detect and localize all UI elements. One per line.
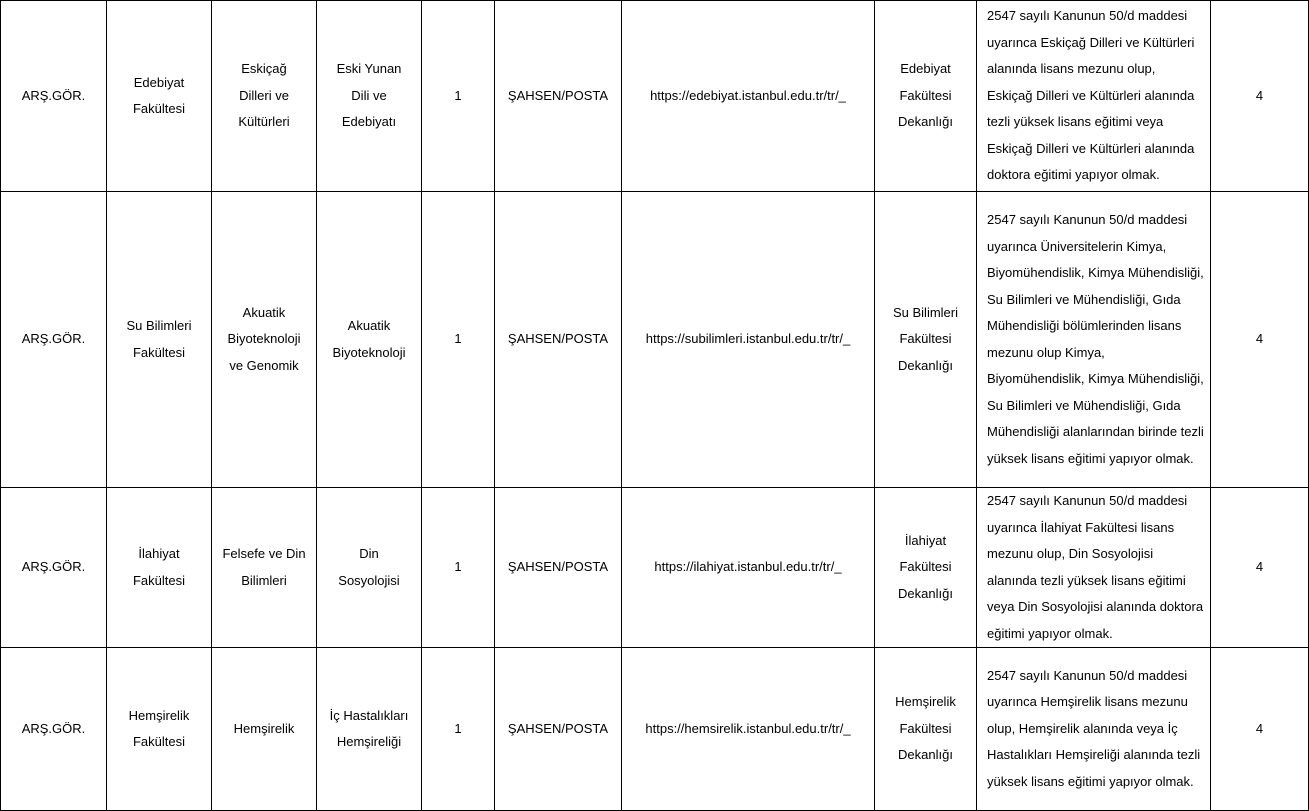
basvuru-cell: ŞAHSEN/POSTA (495, 488, 622, 648)
url-cell[interactable]: https://hemsirelik.istanbul.edu.tr/tr/_ (622, 648, 875, 811)
kadro-cell: ARŞ.GÖR. (1, 648, 107, 811)
yer-cell: Su Bilimleri Fakültesi Dekanlığı (875, 192, 977, 488)
anabilim-cell: İç Hastalıkları Hemşireliği (317, 648, 422, 811)
basvuru-cell: ŞAHSEN/POSTA (495, 648, 622, 811)
yer-cell: İlahiyat Fakültesi Dekanlığı (875, 488, 977, 648)
anabilim-cell: Akuatik Biyoteknoloji (317, 192, 422, 488)
kadro-cell: ARŞ.GÖR. (1, 1, 107, 192)
basvuru-cell: ŞAHSEN/POSTA (495, 1, 622, 192)
anabilim-cell: Din Sosyolojisi (317, 488, 422, 648)
bolum-cell: Hemşirelik (212, 648, 317, 811)
basvuru-cell: ŞAHSEN/POSTA (495, 192, 622, 488)
aciklama-cell: 2547 sayılı Kanunun 50/d maddesi uyarınca İlahiyat Fakültesi lisans mezunu olup, Din Sosyolojisi alanında tezli yüksek lisans eğitimi veya Din Sosyolojisi alanında doktora eğitimi yapıyor olmak. (977, 488, 1211, 648)
table-row (1, 488, 1309, 648)
birim-cell: Su Bilimleri Fakültesi (107, 192, 212, 488)
table-row (1, 192, 1309, 488)
puan-cell: 4 (1211, 488, 1309, 648)
puan-cell: 4 (1211, 192, 1309, 488)
yer-cell: Hemşirelik Fakültesi Dekanlığı (875, 648, 977, 811)
birim-cell: Hemşirelik Fakültesi (107, 648, 212, 811)
kadro-cell: ARŞ.GÖR. (1, 192, 107, 488)
url-cell[interactable]: https://ilahiyat.istanbul.edu.tr/tr/_ (622, 488, 875, 648)
anabilim-cell: Eski Yunan Dili ve Edebiyatı (317, 1, 422, 192)
bolum-cell: Akuatik Biyoteknoloji ve Genomik (212, 192, 317, 488)
aciklama-cell: 2547 sayılı Kanunun 50/d maddesi uyarınca Üniversitelerin Kimya, Biyomühendislik, Kimya Mühendisliği, Su Bilimleri ve Mühendisliği, Gıda Mühendisliği bölümlerinden lisans mezunu olup Kimya, Biyomühendislik, Kimya Mühendisliği, Su Bilimleri ve Mühendisliği, Gıda Mühendisliği alanlarından birinde tezli yüksek lisans eğitimi yapıyor olmak. (977, 192, 1211, 488)
bolum-cell: Felsefe ve Din Bilimleri (212, 488, 317, 648)
table-row (1, 648, 1309, 811)
puan-cell: 4 (1211, 1, 1309, 192)
adet-cell: 1 (422, 192, 495, 488)
kadro-cell: ARŞ.GÖR. (1, 488, 107, 648)
bolum-cell: Eskiçağ Dilleri ve Kültürleri (212, 1, 317, 192)
birim-cell: Edebiyat Fakültesi (107, 1, 212, 192)
birim-cell: İlahiyat Fakültesi (107, 488, 212, 648)
url-cell[interactable]: https://edebiyat.istanbul.edu.tr/tr/_ (622, 1, 875, 192)
adet-cell: 1 (422, 488, 495, 648)
table-row (1, 1, 1309, 192)
aciklama-cell: 2547 sayılı Kanunun 50/d maddesi uyarınca Eskiçağ Dilleri ve Kültürleri alanında lisans mezunu olup, Eskiçağ Dilleri ve Kültürleri alanında tezli yüksek lisans eğitimi veya Eskiçağ Dilleri ve Kültürleri alanında doktora eğitimi yapıyor olmak. (977, 1, 1211, 192)
url-cell[interactable]: https://subilimleri.istanbul.edu.tr/tr/_ (622, 192, 875, 488)
puan-cell: 4 (1211, 648, 1309, 811)
adet-cell: 1 (422, 648, 495, 811)
aciklama-cell: 2547 sayılı Kanunun 50/d maddesi uyarınca Hemşirelik lisans mezunu olup, Hemşirelik alanında veya İç Hastalıkları Hemşireliği alanında tezli yüksek lisans eğitimi yapıyor olmak. (977, 648, 1211, 811)
yer-cell: Edebiyat Fakültesi Dekanlığı (875, 1, 977, 192)
adet-cell: 1 (422, 1, 495, 192)
